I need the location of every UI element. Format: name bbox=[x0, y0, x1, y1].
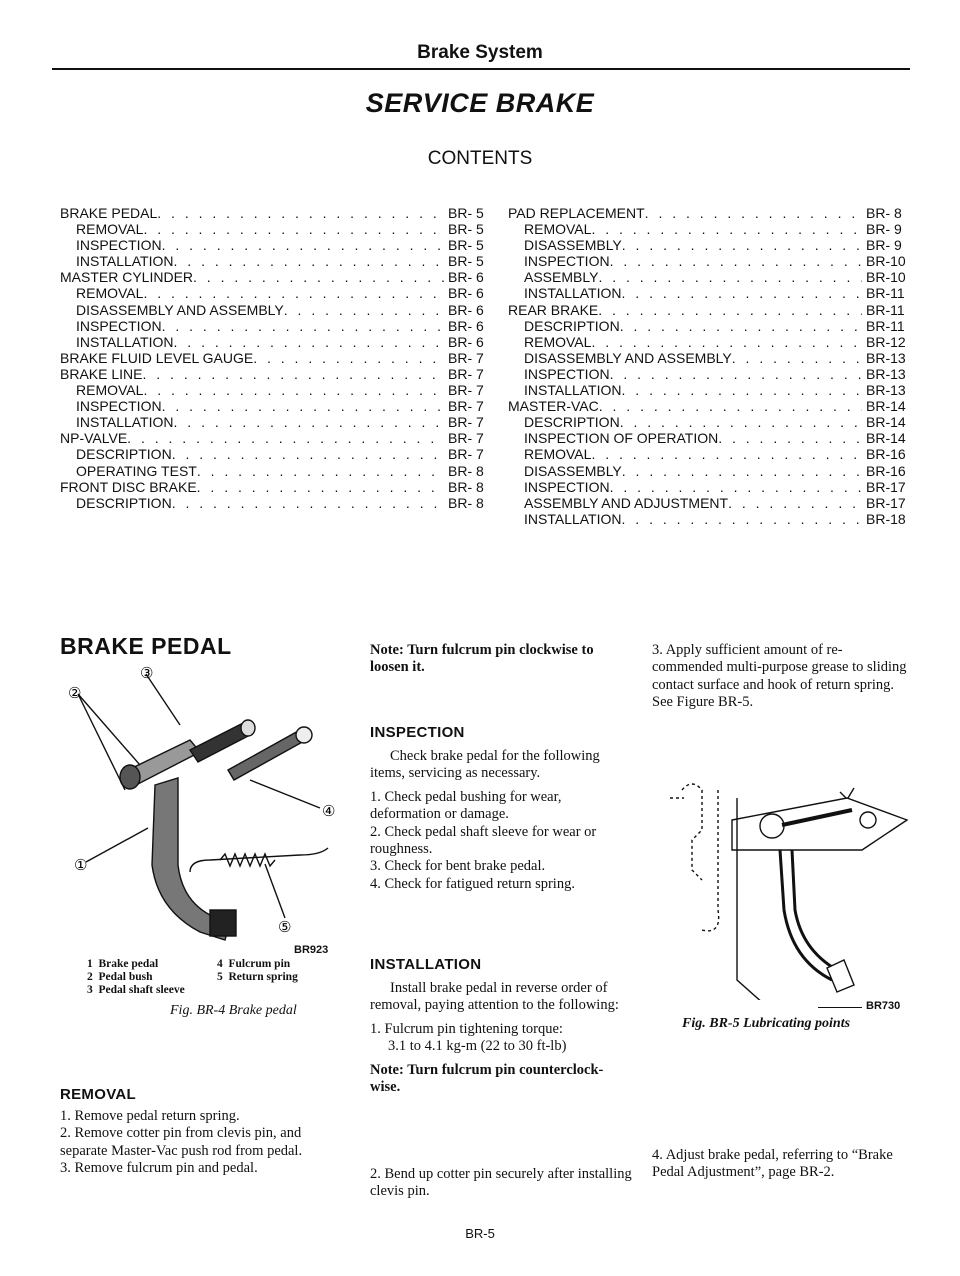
toc-entry-page: BR-17 bbox=[866, 478, 906, 495]
figure-code-br730: BR730 bbox=[866, 1000, 901, 1012]
figure-code-rule bbox=[818, 1007, 862, 1008]
brake-pedal-figure bbox=[60, 660, 350, 945]
toc-entry-page: BR-14 bbox=[866, 430, 906, 447]
toc-entry bbox=[60, 495, 492, 511]
running-header: Brake System bbox=[417, 42, 543, 63]
toc-leader-dots bbox=[174, 414, 444, 430]
toc-leader-dots bbox=[622, 463, 862, 479]
toc-leader-dots bbox=[610, 253, 862, 269]
toc-entry-label: DESCRIPTION bbox=[76, 446, 172, 463]
toc-right bbox=[508, 205, 910, 527]
toc-entry bbox=[60, 350, 492, 366]
toc-entry-label: REAR BRAKE bbox=[508, 301, 599, 318]
toc-entry-page: BR-16 bbox=[866, 446, 906, 463]
toc-leader-dots bbox=[591, 221, 862, 237]
toc-entry-page: BR-13 bbox=[866, 349, 906, 366]
toc-entry bbox=[60, 269, 492, 285]
toc-entry-label: DESCRIPTION bbox=[524, 317, 620, 334]
toc-entry bbox=[508, 350, 910, 366]
toc-entry-page: BR- 8 bbox=[448, 494, 484, 511]
legend-text: Return spring bbox=[228, 971, 298, 983]
toc-leader-dots bbox=[157, 205, 444, 221]
toc-entry bbox=[60, 414, 492, 430]
toc-leader-dots bbox=[253, 350, 444, 366]
toc-entry-label: PAD REPLACEMENT bbox=[508, 205, 645, 221]
toc-entry-label: INSPECTION OF OPERATION bbox=[524, 430, 719, 447]
pedal-pad bbox=[210, 910, 236, 936]
toc-leader-dots bbox=[732, 350, 862, 366]
removal-step-3: 3. Remove fulcrum pin and pedal. bbox=[60, 1160, 258, 1177]
toc-entry-page: BR-10 bbox=[866, 269, 906, 286]
toc-entry-page: BR- 7 bbox=[448, 430, 484, 447]
inspection-body bbox=[370, 748, 632, 893]
toc-entry-label: INSTALLATION bbox=[76, 414, 174, 431]
toc-entry-page: BR-14 bbox=[866, 398, 906, 415]
toc-leader-dots bbox=[622, 237, 862, 253]
toc-entry bbox=[508, 446, 910, 462]
toc-leader-dots bbox=[591, 446, 862, 462]
toc-leader-dots bbox=[622, 285, 862, 301]
toc-entry bbox=[60, 205, 492, 221]
toc-entry-label: INSTALLATION bbox=[524, 510, 622, 527]
toc-entry-page: BR- 6 bbox=[448, 301, 484, 318]
toc-leader-dots bbox=[162, 318, 444, 334]
note-text: Turn fulcrum pin counterclock-wise. bbox=[370, 1061, 604, 1096]
toc-entry-page: BR- 7 bbox=[448, 349, 484, 366]
toc-entry bbox=[60, 382, 492, 398]
header-rule bbox=[52, 68, 910, 70]
toc-entry bbox=[508, 285, 910, 301]
toc-entry bbox=[508, 479, 910, 495]
toc-entry-label: REMOVAL bbox=[76, 382, 144, 399]
toc-leader-dots bbox=[598, 269, 862, 285]
toc-entry-label: INSTALLATION bbox=[524, 382, 622, 399]
toc-entry-label: INSTALLATION bbox=[76, 253, 174, 270]
toc-entry bbox=[60, 302, 492, 318]
toc-entry-label: MASTER-VAC bbox=[508, 398, 599, 415]
legend-num: 1 bbox=[87, 958, 93, 970]
toc-leader-dots bbox=[162, 237, 444, 253]
toc-entry-page: BR- 5 bbox=[448, 205, 484, 221]
removal-heading: REMOVAL bbox=[60, 1086, 136, 1103]
toc-entry bbox=[508, 463, 910, 479]
toc-entry-label: INSPECTION bbox=[524, 365, 610, 382]
toc-leader-dots bbox=[610, 366, 862, 382]
toc-entry-page: BR- 9 bbox=[866, 237, 902, 254]
toc-entry-page: BR- 8 bbox=[448, 462, 484, 479]
toc-leader-dots bbox=[162, 398, 444, 414]
toc-entry-page: BR- 7 bbox=[448, 365, 484, 382]
toc-entry-label: ASSEMBLY bbox=[524, 269, 599, 286]
toc-leader-dots bbox=[127, 430, 444, 446]
toc-entry-label: MASTER CYLINDER bbox=[60, 269, 194, 286]
lubricating-points-figure bbox=[662, 770, 910, 1000]
page-number: BR-5 bbox=[465, 1226, 495, 1241]
toc-entry-label: INSTALLATION bbox=[76, 333, 174, 350]
contents-title: CONTENTS bbox=[427, 148, 533, 169]
toc-leader-dots bbox=[143, 221, 444, 237]
toc-entry-page: BR-18 bbox=[866, 510, 906, 527]
toc-leader-dots bbox=[718, 430, 862, 446]
toc-leader-dots bbox=[598, 302, 862, 318]
toc-entry bbox=[60, 253, 492, 269]
toc-leader-dots bbox=[174, 253, 444, 269]
support-outline bbox=[670, 784, 702, 880]
inspection-heading: INSPECTION bbox=[370, 724, 465, 741]
toc-leader-dots bbox=[622, 511, 862, 527]
brake-pedal-heading: BRAKE PEDAL bbox=[60, 633, 232, 659]
legend-text: Pedal shaft sleeve bbox=[98, 984, 185, 996]
toc-entry bbox=[508, 237, 910, 253]
toc-entry-page: BR-13 bbox=[866, 365, 906, 382]
toc-entry-page: BR- 5 bbox=[448, 221, 484, 238]
toc-entry-page: BR- 6 bbox=[448, 269, 484, 286]
toc-entry-page: BR- 7 bbox=[448, 382, 484, 399]
toc-entry bbox=[60, 430, 492, 446]
toc-entry-page: BR- 8 bbox=[448, 478, 484, 495]
legend-num: 5 bbox=[217, 971, 223, 983]
toc-entry-label: INSPECTION bbox=[76, 237, 162, 254]
toc-entry-label: DESCRIPTION bbox=[76, 494, 172, 511]
toc-entry-page: BR-11 bbox=[866, 301, 905, 318]
page-title: SERVICE BRAKE bbox=[365, 88, 595, 118]
toc-entry-label: FRONT DISC BRAKE bbox=[60, 478, 197, 495]
inspection-step-3: 3. Check for bent brake pedal. bbox=[370, 858, 546, 875]
step-4-adjust: 4. Adjust brake pedal, referring to “Brake Pedal Adjustment”, page BR-2. bbox=[652, 1147, 893, 1181]
toc-entry bbox=[60, 446, 492, 462]
note-loosen bbox=[370, 642, 632, 677]
toc-leader-dots bbox=[172, 495, 444, 511]
toc-entry bbox=[60, 398, 492, 414]
toc-entry-label: ASSEMBLY AND ADJUSTMENT bbox=[524, 494, 729, 511]
installation-intro: Install brake pedal in reverse order of removal, paying attention to the following: bbox=[370, 980, 619, 1014]
toc-leader-dots bbox=[610, 479, 862, 495]
toc-entry-label: REMOVAL bbox=[524, 333, 592, 350]
toc-entry bbox=[508, 398, 910, 414]
toc-entry-page: BR-10 bbox=[866, 253, 906, 270]
callout-5: ⑤ bbox=[278, 920, 292, 936]
legend-text: Fulcrum pin bbox=[228, 958, 291, 970]
toc-entry bbox=[60, 463, 492, 479]
toc-leader-dots bbox=[620, 414, 862, 430]
toc-entry bbox=[60, 285, 492, 301]
toc-entry bbox=[60, 318, 492, 334]
toc-entry-label: OPERATING TEST bbox=[76, 462, 197, 479]
installation-step-1: 1. Fulcrum pin tightening torque: bbox=[370, 1020, 563, 1037]
legend-num: 2 bbox=[87, 971, 93, 983]
toc-entry-page: BR- 7 bbox=[448, 414, 484, 431]
figure-code-br923: BR923 bbox=[294, 944, 329, 956]
figure-legend bbox=[87, 958, 347, 997]
torque-value: 3.1 to 4.1 kg-m (22 to 30 ft-lb) bbox=[388, 1038, 567, 1055]
toc-entry-label: INSPECTION bbox=[524, 478, 610, 495]
toc-entry-page: BR-13 bbox=[866, 382, 906, 399]
toc-entry bbox=[60, 221, 492, 237]
installation-step-2: 2. Bend up cotter pin securely after installing clevis pin. bbox=[370, 1166, 632, 1200]
toc-entry-label: BRAKE LINE bbox=[60, 365, 143, 382]
toc-entry bbox=[508, 430, 910, 446]
toc-entry-label: INSPECTION bbox=[76, 317, 162, 334]
toc-entry-label: DISASSEMBLY AND ASSEMBLY bbox=[76, 301, 284, 318]
inspection-step-4: 4. Check for fatigued return spring. bbox=[370, 875, 575, 892]
toc-entry bbox=[508, 318, 910, 334]
legend-text: Pedal bush bbox=[98, 971, 153, 983]
toc-entry-label: BRAKE FLUID LEVEL GAUGE bbox=[60, 349, 254, 366]
note-label: Note: bbox=[370, 642, 404, 658]
installation-body bbox=[370, 980, 632, 1096]
legend-num: 4 bbox=[217, 958, 223, 970]
toc-leader-dots bbox=[197, 479, 444, 495]
mount-bracket bbox=[732, 798, 907, 850]
toc-entry-page: BR- 5 bbox=[448, 253, 484, 270]
toc-entry bbox=[60, 479, 492, 495]
toc-entry-label: INSPECTION bbox=[524, 253, 610, 270]
toc-entry-page: BR- 6 bbox=[448, 317, 484, 334]
removal-step-1: 1. Remove pedal return spring. bbox=[60, 1108, 240, 1124]
toc-entry bbox=[508, 302, 910, 318]
toc-leader-dots bbox=[174, 334, 444, 350]
toc-entry bbox=[60, 366, 492, 382]
toc-entry bbox=[508, 221, 910, 237]
toc-entry bbox=[508, 366, 910, 382]
toc-entry-label: INSTALLATION bbox=[524, 285, 622, 302]
toc-entry-label: REMOVAL bbox=[524, 446, 592, 463]
toc-entry-label: BRAKE PEDAL bbox=[60, 205, 158, 221]
note-text: Turn fulcrum pin clockwise to loosen it. bbox=[370, 642, 594, 676]
toc-entry bbox=[60, 334, 492, 350]
toc-entry-page: BR- 7 bbox=[448, 398, 484, 415]
toc-entry bbox=[508, 414, 910, 430]
toc-entry-page: BR- 9 bbox=[866, 221, 902, 238]
toc-entry-label: DISASSEMBLY bbox=[524, 462, 622, 479]
toc-entry-label: NP-VALVE bbox=[60, 430, 128, 447]
toc-leader-dots bbox=[728, 495, 862, 511]
step-3-grease: 3. Apply sufficient amount of re-commended multi-purpose grease to sliding contact surface and hook of return spring. See Figure BR-5. bbox=[652, 642, 907, 711]
note-counterclockwise bbox=[370, 1062, 632, 1097]
inspection-intro: Check brake pedal for the following items, servicing as necessary. bbox=[370, 748, 600, 782]
toc-entry-label: DISASSEMBLY bbox=[524, 237, 622, 254]
toc-entry bbox=[508, 269, 910, 285]
toc-entry bbox=[508, 334, 910, 350]
toc-leader-dots bbox=[645, 205, 862, 221]
return-spring bbox=[190, 848, 328, 872]
toc-entry bbox=[508, 495, 910, 511]
figure-caption-br5: Fig. BR-5 Lubricating points bbox=[682, 1016, 851, 1031]
toc-leader-dots bbox=[193, 269, 444, 285]
toc-entry-label: REMOVAL bbox=[524, 221, 592, 238]
toc-leader-dots bbox=[197, 463, 444, 479]
toc-left bbox=[60, 205, 492, 511]
toc-leader-dots bbox=[284, 302, 444, 318]
toc-entry-page: BR-11 bbox=[866, 317, 905, 334]
figure-caption-br4: Fig. BR-4 Brake pedal bbox=[170, 1003, 297, 1018]
toc-entry-page: BR- 6 bbox=[448, 333, 484, 350]
toc-entry-label: REMOVAL bbox=[76, 221, 144, 238]
toc-leader-dots bbox=[622, 382, 862, 398]
toc-entry-page: BR-14 bbox=[866, 414, 906, 431]
toc-leader-dots bbox=[620, 318, 862, 334]
arrow-lube-point bbox=[840, 788, 854, 798]
toc-entry-page: BR- 6 bbox=[448, 285, 484, 302]
toc-leader-dots bbox=[599, 398, 862, 414]
toc-entry-page: BR- 5 bbox=[448, 237, 484, 254]
toc-entry-label: DESCRIPTION bbox=[524, 414, 620, 431]
removal-steps bbox=[60, 1108, 342, 1178]
toc-leader-dots bbox=[591, 334, 862, 350]
toc-entry-page: BR-16 bbox=[866, 462, 906, 479]
toc-entry-page: BR- 7 bbox=[448, 446, 484, 463]
callout-4: ④ bbox=[322, 804, 336, 820]
toc-entry-label: REMOVAL bbox=[76, 285, 144, 302]
toc-entry bbox=[508, 511, 910, 527]
note-label: Note: bbox=[370, 1061, 404, 1078]
toc-entry bbox=[508, 253, 910, 269]
removal-step-2: 2. Remove cotter pin from clevis pin, and separate Master-Vac push rod from pedal. bbox=[60, 1125, 303, 1159]
toc-entry-page: BR-12 bbox=[866, 333, 906, 350]
callout-2: ② bbox=[68, 686, 82, 702]
inspection-step-1: 1. Check pedal bushing for wear, deformation or damage. bbox=[370, 788, 562, 823]
callout-3: ③ bbox=[140, 666, 154, 682]
toc-leader-dots bbox=[142, 366, 444, 382]
toc-entry-page: BR- 8 bbox=[866, 205, 902, 221]
toc-leader-dots bbox=[172, 446, 444, 462]
toc-entry-label: DISASSEMBLY AND ASSEMBLY bbox=[524, 349, 732, 366]
toc-entry bbox=[508, 205, 910, 221]
toc-entry-page: BR-11 bbox=[866, 285, 905, 302]
toc-entry-page: BR-17 bbox=[866, 494, 906, 511]
callout-1: ① bbox=[74, 858, 88, 874]
installation-heading: INSTALLATION bbox=[370, 956, 482, 973]
legend-text: Brake pedal bbox=[98, 958, 159, 970]
toc-leader-dots bbox=[143, 382, 444, 398]
toc-entry bbox=[60, 237, 492, 253]
toc-leader-dots bbox=[143, 285, 444, 301]
toc-entry-label: INSPECTION bbox=[76, 398, 162, 415]
toc-entry bbox=[508, 382, 910, 398]
legend-num: 3 bbox=[87, 984, 93, 996]
inspection-step-2: 2. Check pedal shaft sleeve for wear or roughness. bbox=[370, 823, 597, 858]
